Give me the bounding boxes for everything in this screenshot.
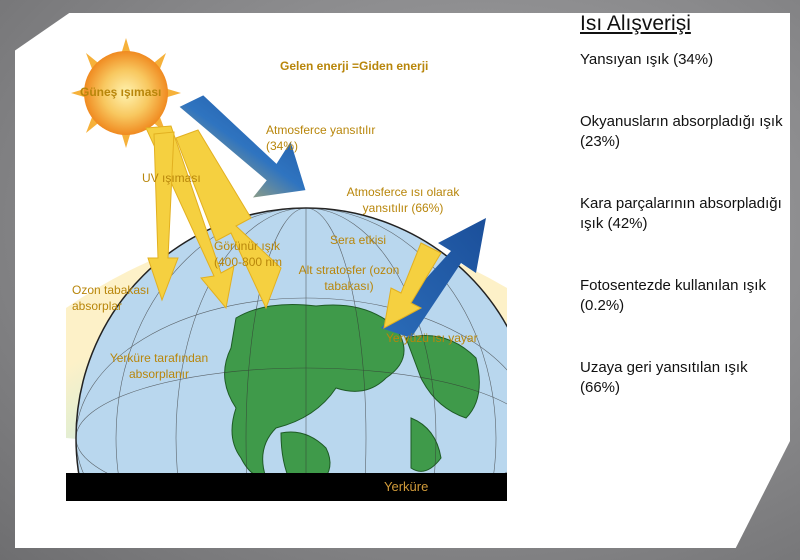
list-item: Yansıyan ışık (34%) — [580, 51, 714, 68]
uv-label: UV ışıması — [142, 171, 201, 185]
footer-label: Yerküre — [384, 479, 429, 494]
stratosphere-label: Alt stratosfer (ozon tabakası) — [298, 263, 400, 293]
slide-title: Isı Alışverişi — [580, 12, 691, 35]
list-item: Uzaya geri yansıtılan ışık (66%) — [580, 359, 748, 396]
list-item: Okyanusların absorpladığı ışık (23%) — [580, 113, 783, 150]
sun-label: Güneş ışıması — [80, 85, 162, 99]
diagram-header: Gelen enerji =Giden enerji — [280, 59, 429, 73]
heat-reflected-label: Atmosferce ısı olarak yansıtılır (66%) — [346, 185, 460, 215]
summary-column — [580, 10, 790, 440]
visible-light-label: Görünür ışık (400-800 nm — [214, 239, 283, 269]
energy-diagram — [66, 38, 507, 501]
list-item: Fotosentezde kullanılan ışık (0.2%) — [580, 277, 766, 314]
diagram-footer — [66, 473, 507, 501]
ozone-absorb-label: Ozon tabakası absorplar — [72, 283, 150, 313]
greenhouse-label: Sera etkisi — [330, 233, 387, 247]
reflected-label: Atmosferce yansıtılır (34%) — [266, 123, 376, 153]
surface-heat-label: Yeryüzü ısı yayar — [386, 331, 478, 345]
list-item: Kara parçalarının absorpladığı ışık (42%) — [580, 195, 782, 232]
earth-absorb-label: Yerküre tarafından absorplanır — [109, 351, 209, 381]
